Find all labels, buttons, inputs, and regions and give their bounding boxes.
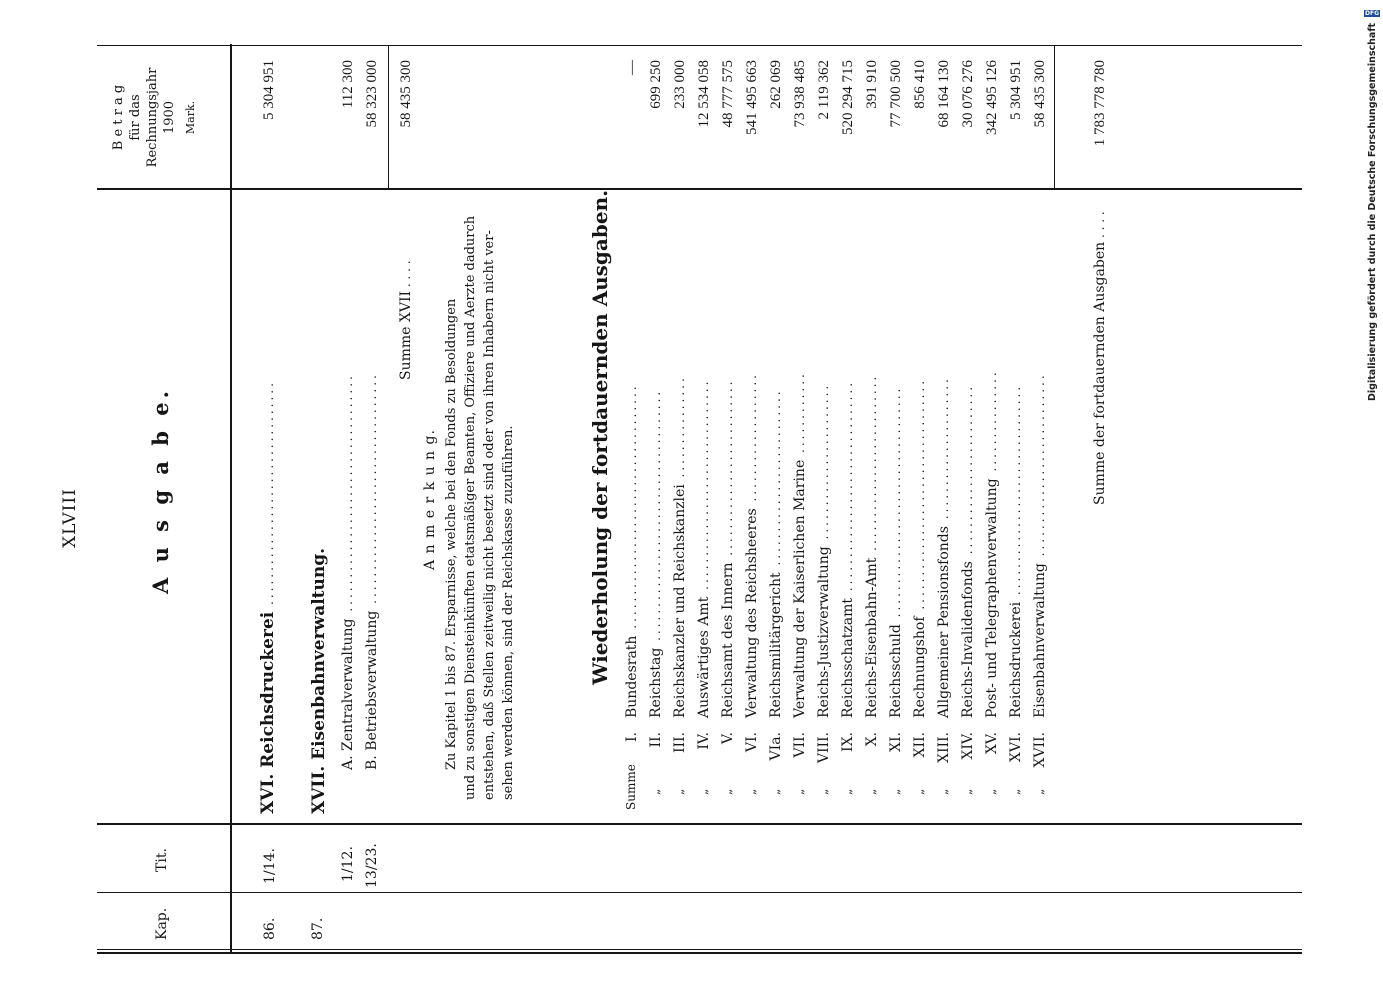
recap-row-label-text: Reichskanzler und Reichskanzlei — [672, 484, 688, 718]
recap-row-prefix: Summe — [624, 764, 638, 810]
recap-row-roman: XII. — [912, 732, 928, 758]
recap-row-roman: II. — [648, 732, 664, 748]
recap-row-prefix: „ — [648, 788, 662, 795]
recap-row-label-text: Reichsschatzamt — [840, 598, 856, 718]
recap-row-prefix: „ — [984, 788, 998, 795]
recap-row-prefix: „ — [744, 788, 758, 795]
kap86-label: XVI. Reichsdruckerei ................................. — [258, 380, 278, 814]
recap-row-prefix: „ — [1032, 788, 1046, 795]
kap87-row-b-label: B. Betriebsverwaltung .................................. — [364, 372, 380, 770]
rule-right — [97, 45, 1302, 46]
recap-row-prefix: „ — [816, 788, 830, 795]
note-line-4: sehen werden können, sind der Reichskasse zuzuführen. — [501, 425, 516, 800]
kap87-row-b-tit: 13/23. — [364, 843, 380, 888]
recap-row-amount: 699 250 — [648, 60, 664, 109]
header-tit: Tit. — [154, 848, 170, 872]
recap-row-roman: VIa. — [768, 732, 784, 761]
recap-row-amount: 12 534 058 — [696, 60, 712, 128]
recap-row-label: Reichs-Justizverwaltung ....................... — [816, 382, 832, 718]
recap-total-text: Summe der fortdauernden Ausgaben — [1092, 241, 1108, 505]
recap-row-roman: III. — [672, 732, 688, 754]
kap87-sum-label: Summe XVII . . . . — [398, 260, 414, 380]
header-betrag-line-1: B e t r a g — [111, 84, 126, 151]
recap-row-roman: XVII. — [1032, 732, 1048, 768]
recap-row-label: Reichstag ..................................... — [648, 388, 664, 718]
credit-text: Digitalisierung gefördert durch die Deutsche Forschungsgemeinschaft — [1366, 23, 1378, 401]
header-betrag — [110, 55, 199, 180]
recap-row-label-text: Reichs-Invalidenfonds — [960, 561, 976, 718]
recap-row-amount: 342 495 126 — [984, 60, 1000, 135]
recap-total-label: Summe der fortdauernden Ausgaben . . . . — [1092, 211, 1108, 505]
rule-recap-top — [1054, 46, 1055, 188]
recap-row-roman: XV. — [984, 732, 1000, 755]
recap-row-prefix: „ — [912, 788, 926, 795]
recap-row-label-text: Bundesrath — [624, 635, 640, 718]
recap-row-label: Rechnungshof .................................. — [912, 377, 928, 718]
recap-row-amount: 5 304 951 — [1008, 60, 1024, 120]
recap-row-amount: 48 777 575 — [720, 60, 736, 128]
kap87-row-a-label: A. Zentralverwaltung ................................... — [340, 373, 356, 770]
recap-row-prefix: „ — [960, 788, 974, 795]
note-body — [442, 216, 518, 800]
recap-row-label: Reichskanzler und Reichskanzlei ............... — [672, 375, 688, 718]
recap-row-roman: XIV. — [960, 732, 976, 760]
recap-row-amount: 262 069 — [768, 60, 784, 109]
recap-row-prefix: „ — [840, 788, 854, 795]
recap-row-roman: X. — [864, 732, 880, 747]
note-title: A n m e r k u n g. — [422, 429, 438, 570]
header-mark: Mark. — [184, 100, 197, 135]
recap-row-amount: 233 000 — [672, 60, 688, 109]
recap-row-label-text: Post- und Telegraphenverwaltung — [984, 478, 1000, 718]
recap-row-label: Reichsschuld .................................. — [888, 385, 904, 718]
recap-row-prefix: „ — [672, 788, 686, 795]
rule-header-bottom — [230, 44, 232, 954]
recap-row-label-text: Auswärtiges Amt — [696, 596, 712, 718]
recap-row-amount: 58 435 300 — [1032, 60, 1048, 128]
recap-row-amount: 2 119 362 — [816, 60, 832, 120]
recap-row-label: Reichsschatzamt ............................... — [840, 379, 856, 718]
kap87-number: 87. — [310, 917, 326, 940]
recap-row-amount: 541 495 663 — [744, 60, 760, 135]
recap-row-label-text: Rechnungshof — [912, 616, 928, 718]
recap-row-amount: 77 700 500 — [888, 60, 904, 128]
kap87-row-b-amount: 58 323 000 — [364, 60, 380, 128]
recap-row-roman: VIII. — [816, 732, 832, 764]
rule-left-outer — [97, 952, 1302, 954]
header-betrag-line-3: Rechnungsjahr — [145, 67, 160, 168]
recap-title: Wiederholung der fortdauernden Ausgaben. — [588, 189, 612, 685]
recap-row-roman: V. — [720, 732, 736, 745]
recap-row-roman: IV. — [696, 732, 712, 750]
recap-row-prefix: „ — [720, 788, 734, 795]
recap-row-label: Reichsdruckerei ............................... — [1008, 383, 1024, 718]
recap-row-roman: VI. — [744, 732, 760, 753]
kap87-sum-text: Summe XVII — [398, 290, 414, 380]
recap-row-label-text: Reichs-Eisenbahn-Amt — [864, 557, 880, 718]
rule-left-inner — [97, 949, 1302, 950]
recap-row-label: Auswärtiges Amt ............................... — [696, 378, 712, 718]
recap-row-label: Verwaltung der Kaiserlichen Marine ............ — [792, 371, 808, 718]
kap87-row-a-text: A. Zentralverwaltung — [340, 618, 356, 770]
kap87-label: XVII. Eisenbahnverwaltung. — [309, 547, 329, 814]
recap-row-label: Reichs-Eisenbahn-Amt .......................... — [864, 373, 880, 718]
recap-row-roman: IX. — [840, 732, 856, 752]
recap-row-label-text: Verwaltung der Kaiserlichen Marine — [792, 459, 808, 718]
recap-row-label: Post- und Telegraphenverwaltung ............... — [984, 369, 1000, 718]
recap-row-prefix: „ — [936, 788, 950, 795]
recap-row-prefix: „ — [1008, 788, 1022, 795]
kap87-sum-amount: 58 435 300 — [398, 60, 414, 128]
recap-row-amount: 73 938 485 — [792, 60, 808, 128]
recap-row-label: Allgemeiner Pensionsfonds ..................... — [936, 376, 952, 718]
header-kap: Kap. — [154, 907, 170, 940]
recap-row-prefix: „ — [768, 788, 782, 795]
recap-row-label-text: Reichs-Justizverwaltung — [816, 546, 832, 718]
recap-row-prefix: „ — [864, 788, 878, 795]
recap-row-prefix: „ — [888, 788, 902, 795]
page-number: XLVIII — [60, 488, 80, 548]
recap-row-amount: 391 910 — [864, 60, 880, 109]
digitization-credit — [1363, 10, 1381, 401]
kap86-tit: 1/14. — [262, 848, 278, 884]
rule-tit-text — [97, 823, 1302, 825]
recap-row-label-text: Verwaltung des Reichsheeres — [744, 508, 760, 718]
recap-row-roman: XI. — [888, 732, 904, 752]
recap-row-amount: 856 410 — [912, 60, 928, 109]
recap-row-label: Reichsmilitärgericht .......................... — [768, 388, 784, 718]
recap-row-amount: 30 076 276 — [960, 60, 976, 128]
kap87-row-a-amount: 112 300 — [340, 60, 356, 109]
recap-row-label-text: Allgemeiner Pensionsfonds — [936, 526, 952, 718]
kap86-label-text: XVI. Reichsdruckerei — [258, 611, 278, 814]
recap-row-label-text: Eisenbahnverwaltung — [1032, 563, 1048, 718]
recap-row-amount: 68 164 130 — [936, 60, 952, 128]
recap-row-label: Reichsamt des Innern .......................... — [720, 378, 736, 718]
recap-row-label-text: Reichsdruckerei — [1008, 601, 1024, 718]
recap-total-amount: 1 783 778 780 — [1092, 60, 1108, 147]
recap-row-roman: I. — [624, 732, 640, 742]
kap87-row-b-text: B. Betriebsverwaltung — [364, 610, 380, 770]
rule-sum-xvii — [388, 46, 389, 188]
recap-row-prefix: „ — [792, 788, 806, 795]
header-betrag-line-2: für das — [128, 94, 143, 141]
kap86-number: 86. — [262, 917, 278, 940]
recap-row-label-text: Reichsamt des Innern — [720, 562, 736, 718]
recap-row-roman: XVI. — [1008, 732, 1024, 763]
recap-row-label-text: Reichsschuld — [888, 624, 904, 718]
recap-row-label-text: Reichsmilitärgericht — [768, 572, 784, 718]
recap-row-amount: 520 294 715 — [840, 60, 856, 135]
recap-row-label-text: Reichstag — [648, 647, 664, 718]
recap-row-label: Eisenbahnverwaltung ........................... — [1032, 372, 1048, 718]
header-title: A u s g a b e. — [148, 387, 173, 594]
recap-row-label: Bundesrath .................................... — [624, 383, 640, 718]
recap-row-label: Reichs-Invalidenfonds ......................... — [960, 383, 976, 718]
recap-row-label: Verwaltung des Reichsheeres ................... — [744, 372, 760, 718]
note-line-1: Zu Kapitel 1 bis 87. Ersparnisse, welche bei den Fonds zu Besoldungen — [444, 298, 459, 770]
dfg-logo: DFG — [1364, 10, 1379, 17]
header-betrag-line-4: 1900 — [162, 100, 177, 135]
note-line-3: entstehen, daß Stellen zeitweilig nicht besetzt sind oder von ihren Inhabern nicht ver- — [482, 230, 497, 800]
note-line-2: und zu sonstigen Diensteinkünften etatsmäßiger Beamten, Offiziere und Aerzte dadurch — [463, 215, 478, 800]
kap87-row-a-tit: 1/12. — [340, 846, 356, 882]
recap-row-prefix: „ — [696, 788, 710, 795]
recap-row-roman: XIII. — [936, 732, 952, 764]
rule-kap-tit — [97, 892, 1302, 893]
recap-row-amount: — — [624, 60, 640, 75]
kap86-amount: 5 304 951 — [261, 60, 277, 120]
recap-row-roman: VII. — [792, 732, 808, 758]
